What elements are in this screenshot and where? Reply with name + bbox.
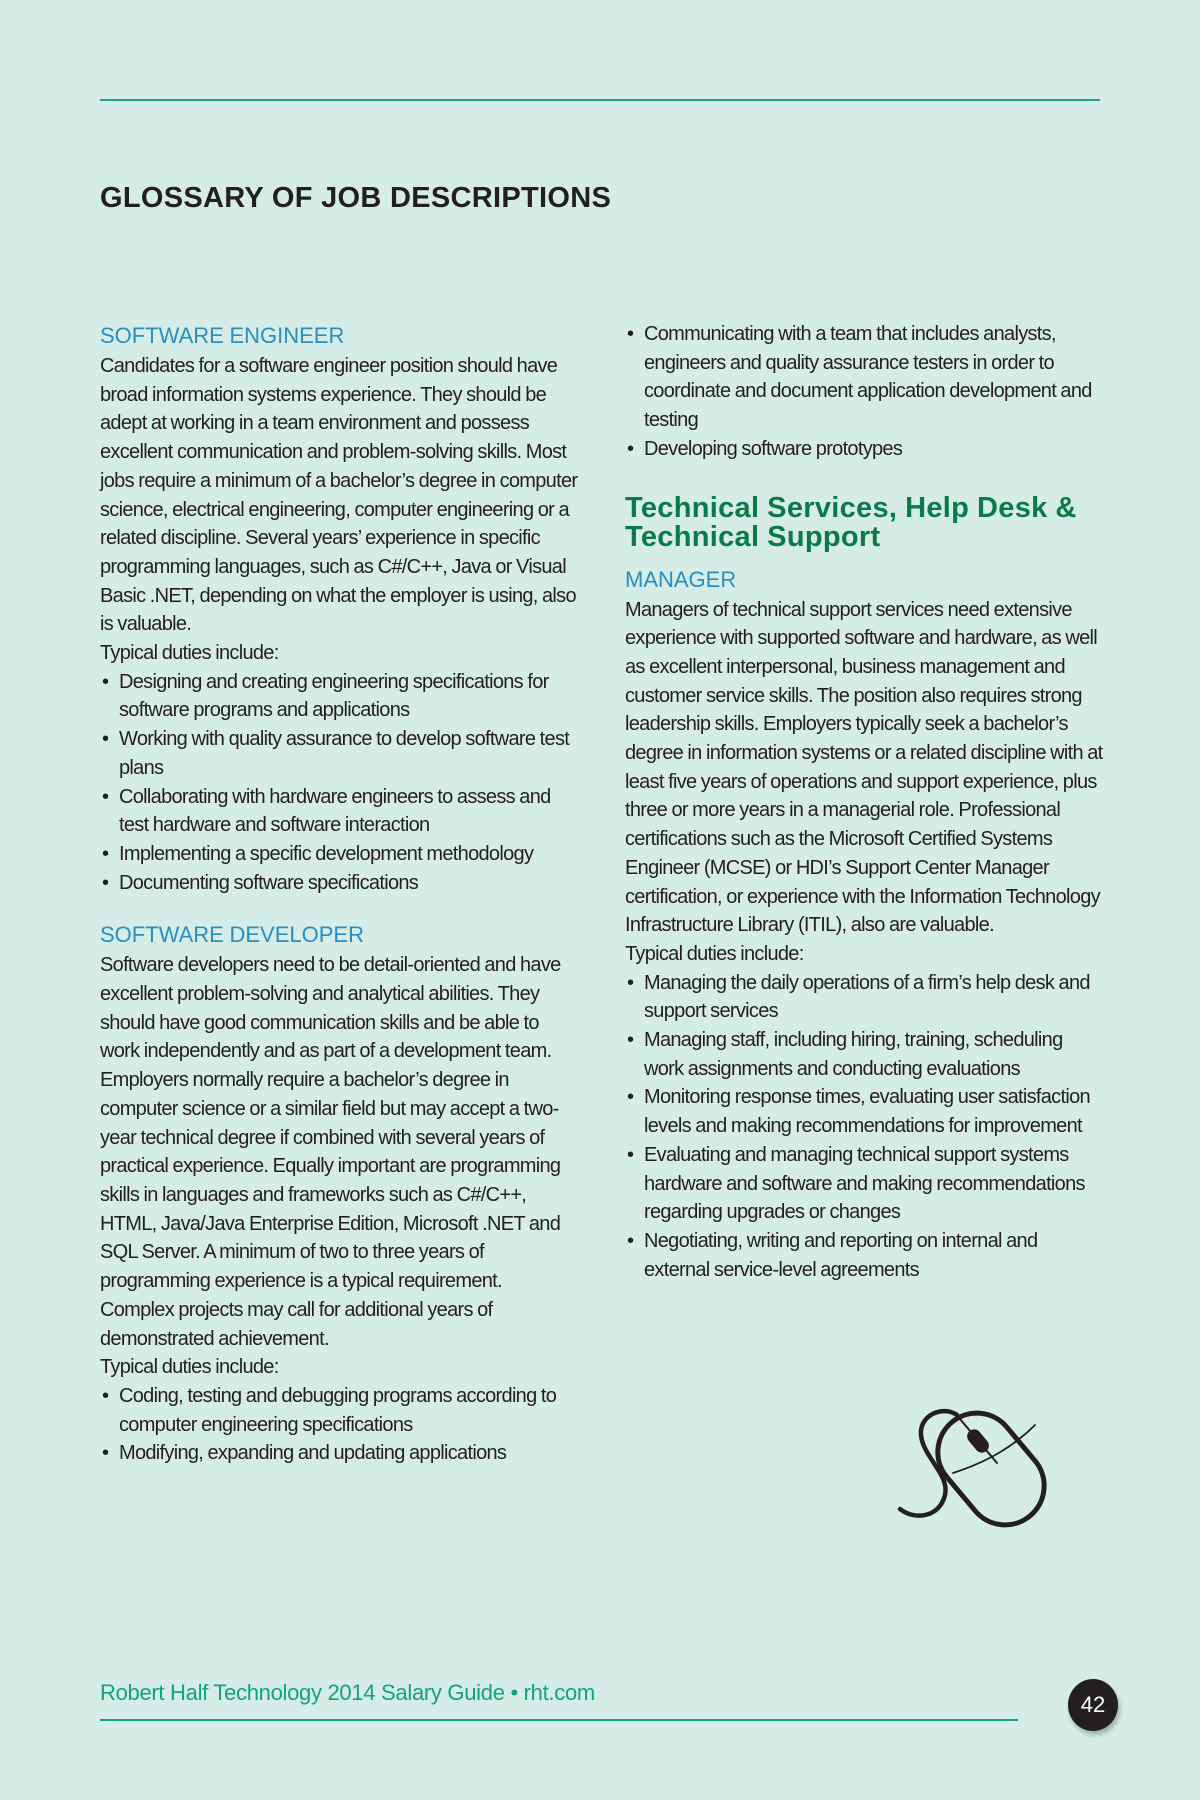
list-item: • Modifying, expanding and updating applications [100, 1439, 578, 1468]
software-developer-body: Software developers need to be detail-oriented and have excellent problem-solving and analytical abilities. They should have good communication skills and be able to work independently and as part of a development team. Employers normally require a bachelor’s degree in computer science or a similar field but may accept a two-year technical degree if combined with several years of practical experience. Equally important are programming skills in languages and frameworks such as C#/C++, HTML, Java/Java Enterprise Edition, Microsoft .NET and SQL Server. A minimum of two to three years of programming experience is a typical requirement. Complex projects may call for additional years of demonstrated achievement. [100, 954, 561, 1350]
list-item: • Implementing a specific development methodology [100, 840, 578, 869]
list-item: • Documenting software specifications [100, 869, 578, 898]
software-engineer-duties [100, 668, 578, 898]
list-item: • Managing the daily operations of a firm’s help desk and support services [625, 969, 1103, 1026]
footer-rule [100, 1719, 1018, 1721]
computer-mouse-icon [895, 1395, 1075, 1540]
list-item: • Monitoring response times, evaluating user satisfaction levels and making recommendations for improvement [625, 1083, 1103, 1140]
software-developer-duties-intro: Typical duties include: [100, 1356, 279, 1379]
section-heading: Technical Services, Help Desk & Technical Support [625, 491, 1077, 553]
software-engineer-body: Candidates for a software engineer position should have broad information systems experience. They should be adept at working in a team environment and possess excellent communication and problem-solving skills. Most jobs require a minimum of a bachelor’s degree in computer science, electrical engineering, computer engineering or a related discipline. Several years’ experience in specific programming languages, such as C#/C++, Java or Visual Basic .NET, depending on what the employer is using, also is valuable. [100, 355, 578, 636]
right-column [625, 320, 1103, 1284]
software-developer-duties [100, 1382, 578, 1468]
list-item: • Evaluating and managing technical support systems hardware and software and making recommendations regarding upgrades or changes [625, 1141, 1103, 1227]
manager-duties [625, 969, 1103, 1285]
manager-body: Managers of technical support services need extensive experience with supported software and hardware, as well as excellent interpersonal, business management and customer service skills. The position also requires strong leadership skills. Employers typically seek a bachelor’s degree in information systems or a related discipline with at least five years of operations and support experience, plus three or more years in a managerial role. Professional certifications such as the Microsoft Certified Systems Engineer (MCSE) or HDI’s Support Center Manager certification, or experience with the Information Technology Infrastructure Library (ITIL), also are valuable. [625, 598, 1103, 937]
software-engineer-duties-intro: Typical duties include: [100, 642, 279, 665]
left-column [100, 320, 578, 1468]
footer-text: Robert Half Technology 2014 Salary Guide • rht.com [100, 1680, 595, 1705]
software-developer-heading: SOFTWARE DEVELOPER [100, 922, 364, 948]
software-developer-duties-continued [625, 320, 1103, 464]
list-item: • Developing software prototypes [625, 435, 1103, 464]
page-title: GLOSSARY OF JOB DESCRIPTIONS [100, 182, 612, 214]
software-engineer-heading: SOFTWARE ENGINEER [100, 323, 345, 348]
manager-duties-intro: Typical duties include: [625, 942, 804, 965]
list-item: • Communicating with a team that includes analysts, engineers and quality assurance testers in order to coordinate and document application development and testing [625, 320, 1103, 435]
list-item: • Coding, testing and debugging programs according to computer engineering specifications [100, 1382, 578, 1439]
list-item: • Designing and creating engineering specifications for software programs and applications [100, 668, 578, 725]
top-rule [100, 99, 1100, 101]
list-item: • Managing staff, including hiring, training, scheduling work assignments and conducting evaluations [625, 1026, 1103, 1083]
list-item: • Working with quality assurance to develop software test plans [100, 725, 578, 782]
list-item: • Negotiating, writing and reporting on internal and external service-level agreements [625, 1227, 1103, 1284]
page-number: 42 [1068, 1679, 1118, 1731]
list-item: • Collaborating with hardware engineers to assess and test hardware and software interaction [100, 783, 578, 840]
manager-heading: MANAGER [625, 566, 737, 592]
